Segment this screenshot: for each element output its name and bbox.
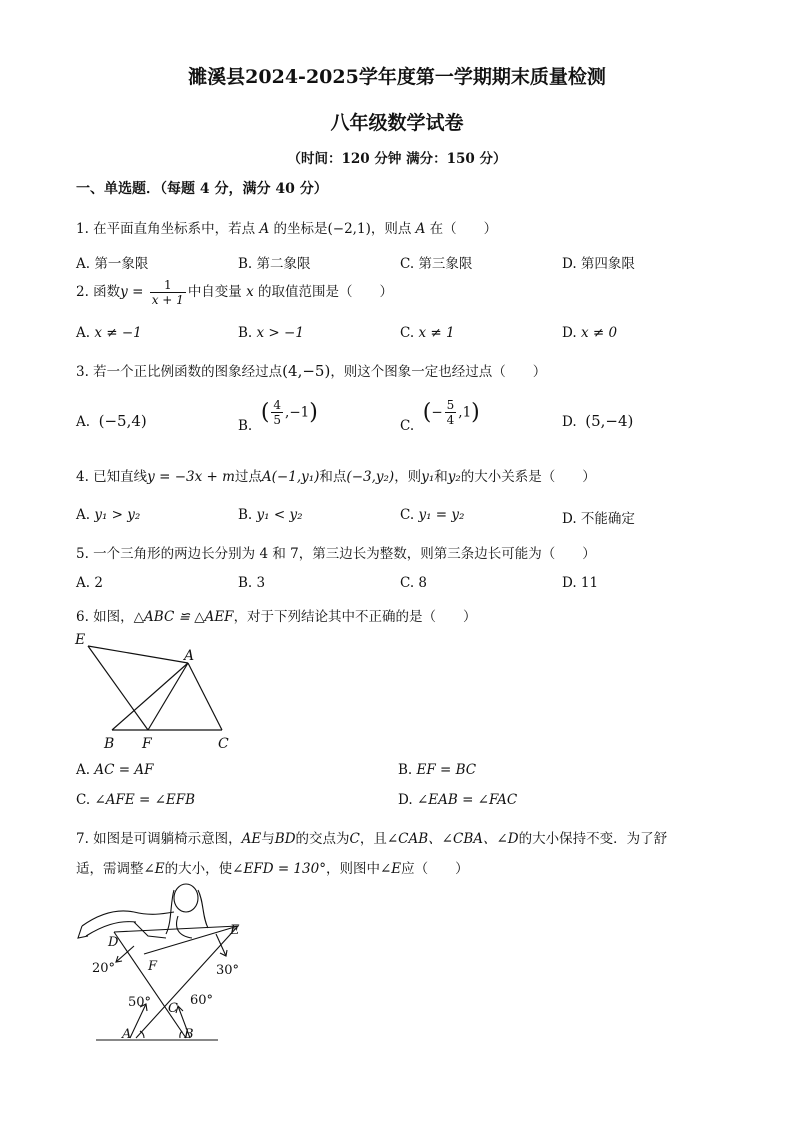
q1-option-d[interactable]: D. 第四象限: [562, 256, 635, 272]
q7-label-d: D: [108, 935, 119, 950]
q7-line-2: 适，需调整∠E的大小，使∠EFD = 130°，则图中∠E应（ ）: [76, 861, 469, 877]
q2-den: x + 1: [151, 293, 184, 307]
q7-label-e: E: [230, 923, 240, 938]
q4-option-d[interactable]: D. 不能确定: [562, 511, 635, 527]
exam-subtitle: 八年级数学试卷: [330, 112, 464, 134]
q1-point-2: A: [415, 221, 426, 237]
q6-option-c[interactable]: C. ∠AFE = ∠EFB: [76, 792, 196, 808]
q5-option-d[interactable]: D. 11: [562, 575, 599, 591]
q3-options: [76, 398, 716, 446]
q7-label-c: C: [168, 1001, 178, 1016]
q3-option-a[interactable]: A. (−5,4): [76, 412, 147, 430]
q3-option-d[interactable]: D. (5,−4): [562, 412, 634, 430]
q1-text-mid: 的坐标是: [269, 221, 328, 237]
q1-option-a[interactable]: A. 第一象限: [76, 256, 149, 272]
q7-lounge-chair-figure: [74, 876, 254, 1048]
exam-title: 濉溪县2024-2025学年度第一学期期末质量检测: [188, 66, 606, 88]
q7-line-1: 7. 如图是可调躺椅示意图，AE与BD的交点为C，且∠CAB、∠CBA、∠D的大小保持不变．为了舒: [76, 831, 668, 847]
question-2: [76, 278, 393, 307]
q2-eq: =: [127, 284, 148, 300]
question-1: [76, 217, 497, 237]
q1-coord: (−2,1): [327, 221, 371, 237]
q1-text-post2: 在（ ）: [425, 221, 498, 237]
q4-and: 和: [434, 469, 448, 485]
q3-option-c[interactable]: C. (− $\frac{5}{4}$ ,1): [400, 398, 480, 434]
q7-label-f: F: [148, 959, 158, 974]
section-heading: 一、单选题．（每题 4 分，满分 40 分）: [76, 181, 328, 197]
q7-angle-20: 20°: [92, 961, 116, 976]
q3-text-post: ，则这个图象一定也经过点（ ）: [330, 364, 547, 380]
q4-y2: y₂: [447, 469, 461, 485]
q1-text-pre: 1. 在平面直角坐标系中，若点: [76, 221, 260, 237]
question-7: [76, 824, 726, 884]
q2-num: 1: [150, 278, 186, 293]
q4-option-a[interactable]: A. y₁ > y₂: [76, 507, 141, 523]
exam-info: （时间：120 分钟 满分：150 分）: [287, 151, 507, 167]
q2-text-post: 中自变量: [187, 284, 247, 300]
question-5: 5. 一个三角形的两边长分别为 4 和 7，第三边长为整数，则第三条边长可能为（ ）: [76, 546, 596, 562]
q7-label-b: B: [184, 1027, 194, 1042]
q7-angle-50: 50°: [128, 995, 152, 1010]
q4-text-mid3: ，则: [394, 469, 422, 485]
q4-text-mid2: 和点: [319, 469, 347, 485]
q1-option-c[interactable]: C. 第三象限: [400, 256, 473, 272]
question-3: [76, 360, 546, 380]
q1-point: A: [259, 221, 270, 237]
q2-option-d[interactable]: D. x ≠ 0: [562, 325, 618, 341]
q6-option-b[interactable]: B. EF = BC: [398, 762, 477, 778]
q4-y1: y₁: [421, 469, 435, 485]
q2-option-c[interactable]: C. x ≠ 1: [400, 325, 455, 341]
q7-label-a: A: [122, 1027, 132, 1042]
q2-text-pre: 2. 函数: [76, 284, 121, 300]
q5-option-a[interactable]: A. 2: [76, 575, 103, 591]
q3-text-pre: 3. 若一个正比例函数的图象经过点: [76, 364, 283, 380]
q4-point-2: (−3,y₂): [346, 469, 395, 485]
q6-option-a[interactable]: A. AC = AF: [76, 762, 154, 778]
q3-point: (4,−5): [282, 362, 331, 380]
q1-option-b[interactable]: B. 第二象限: [238, 256, 311, 272]
q7-angle-60: 60°: [190, 993, 214, 1008]
q6-label-c: C: [218, 736, 229, 752]
q4-text-mid: 过点: [234, 469, 262, 485]
q6-label-b: B: [104, 736, 115, 752]
q1-text-post: ，则点: [370, 221, 416, 237]
question-4: [76, 465, 596, 485]
q4-text-post: 的大小关系是（ ）: [460, 469, 596, 485]
q7-angle-30: 30°: [216, 963, 240, 978]
q5-option-c[interactable]: C. 8: [400, 575, 428, 591]
q2-option-a[interactable]: A. x ≠ −1: [76, 325, 142, 341]
q6-label-a: A: [184, 648, 195, 664]
question-6: [76, 605, 477, 625]
q6-text-post: ，对于下列结论其中不正确的是（ ）: [233, 609, 477, 625]
q2-option-b[interactable]: B. x > −1: [238, 325, 304, 341]
q5-option-b[interactable]: B. 3: [238, 575, 266, 591]
q2-y: y: [120, 284, 128, 300]
q6-text-pre: 6. 如图，: [76, 609, 134, 625]
q6-congruence: △ABC ≌ △AEF: [133, 609, 234, 625]
q6-label-f: F: [142, 736, 152, 752]
q4-line: y = −3x + m: [147, 469, 235, 485]
q2-fraction: [150, 278, 186, 307]
q6-option-d[interactable]: D. ∠EAB = ∠FAC: [398, 792, 518, 808]
q3-option-b[interactable]: B. ( $\frac{4}{5}$ ,−1): [238, 398, 318, 434]
q4-point-a: A(−1,y₁): [261, 469, 320, 485]
q4-text-pre: 4. 已知直线: [76, 469, 148, 485]
q6-label-e: E: [75, 632, 86, 648]
q2-text-post2: 的取值范围是（ ）: [253, 284, 394, 300]
q2-x: x: [246, 284, 254, 300]
q6-triangle-figure: [70, 626, 250, 754]
q4-option-c[interactable]: C. y₁ = y₂: [400, 507, 465, 523]
q4-option-b[interactable]: B. y₁ < y₂: [238, 507, 303, 523]
